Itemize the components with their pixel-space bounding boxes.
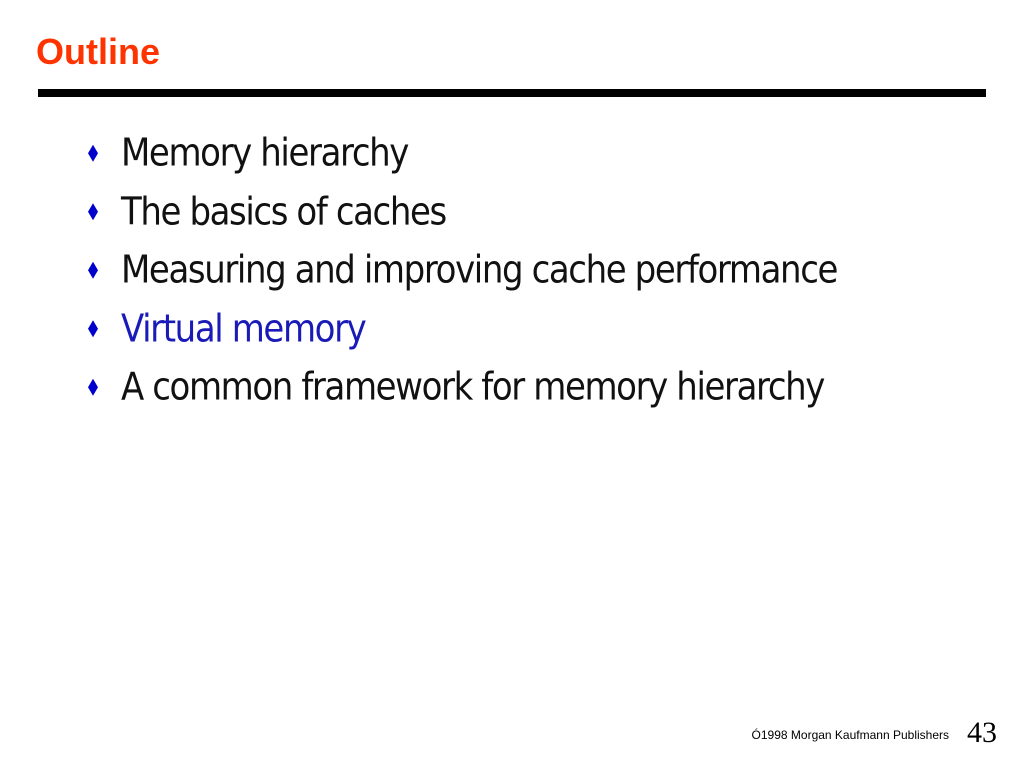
- outline-item-label: Measuring and improving cache performance: [121, 247, 838, 293]
- page-number: 43: [967, 716, 997, 749]
- diamond-bullet-icon: [88, 320, 98, 337]
- outline-item-label: The basics of caches: [121, 189, 446, 235]
- outline-item-label: Virtual memory: [121, 306, 366, 352]
- diamond-bullet-icon: [88, 145, 98, 162]
- outline-item-common-framework: [88, 358, 837, 417]
- copyright-notice: Ó1998 Morgan Kaufmann Publishers: [751, 728, 949, 742]
- diamond-bullet-icon: [88, 262, 98, 279]
- diamond-bullet-icon: [88, 203, 98, 220]
- outline-item-memory-hierarchy: [88, 124, 837, 183]
- outline-list: [88, 124, 837, 417]
- outline-item-cache-basics: [88, 183, 837, 242]
- outline-item-label: A common framework for memory hierarchy: [121, 364, 825, 410]
- outline-item-label: Memory hierarchy: [121, 130, 409, 176]
- outline-item-cache-performance: [88, 241, 837, 300]
- diamond-bullet-icon: [88, 379, 98, 396]
- title-divider: [38, 89, 986, 97]
- slide-title: Outline: [36, 31, 160, 72]
- outline-item-virtual-memory: [88, 300, 837, 359]
